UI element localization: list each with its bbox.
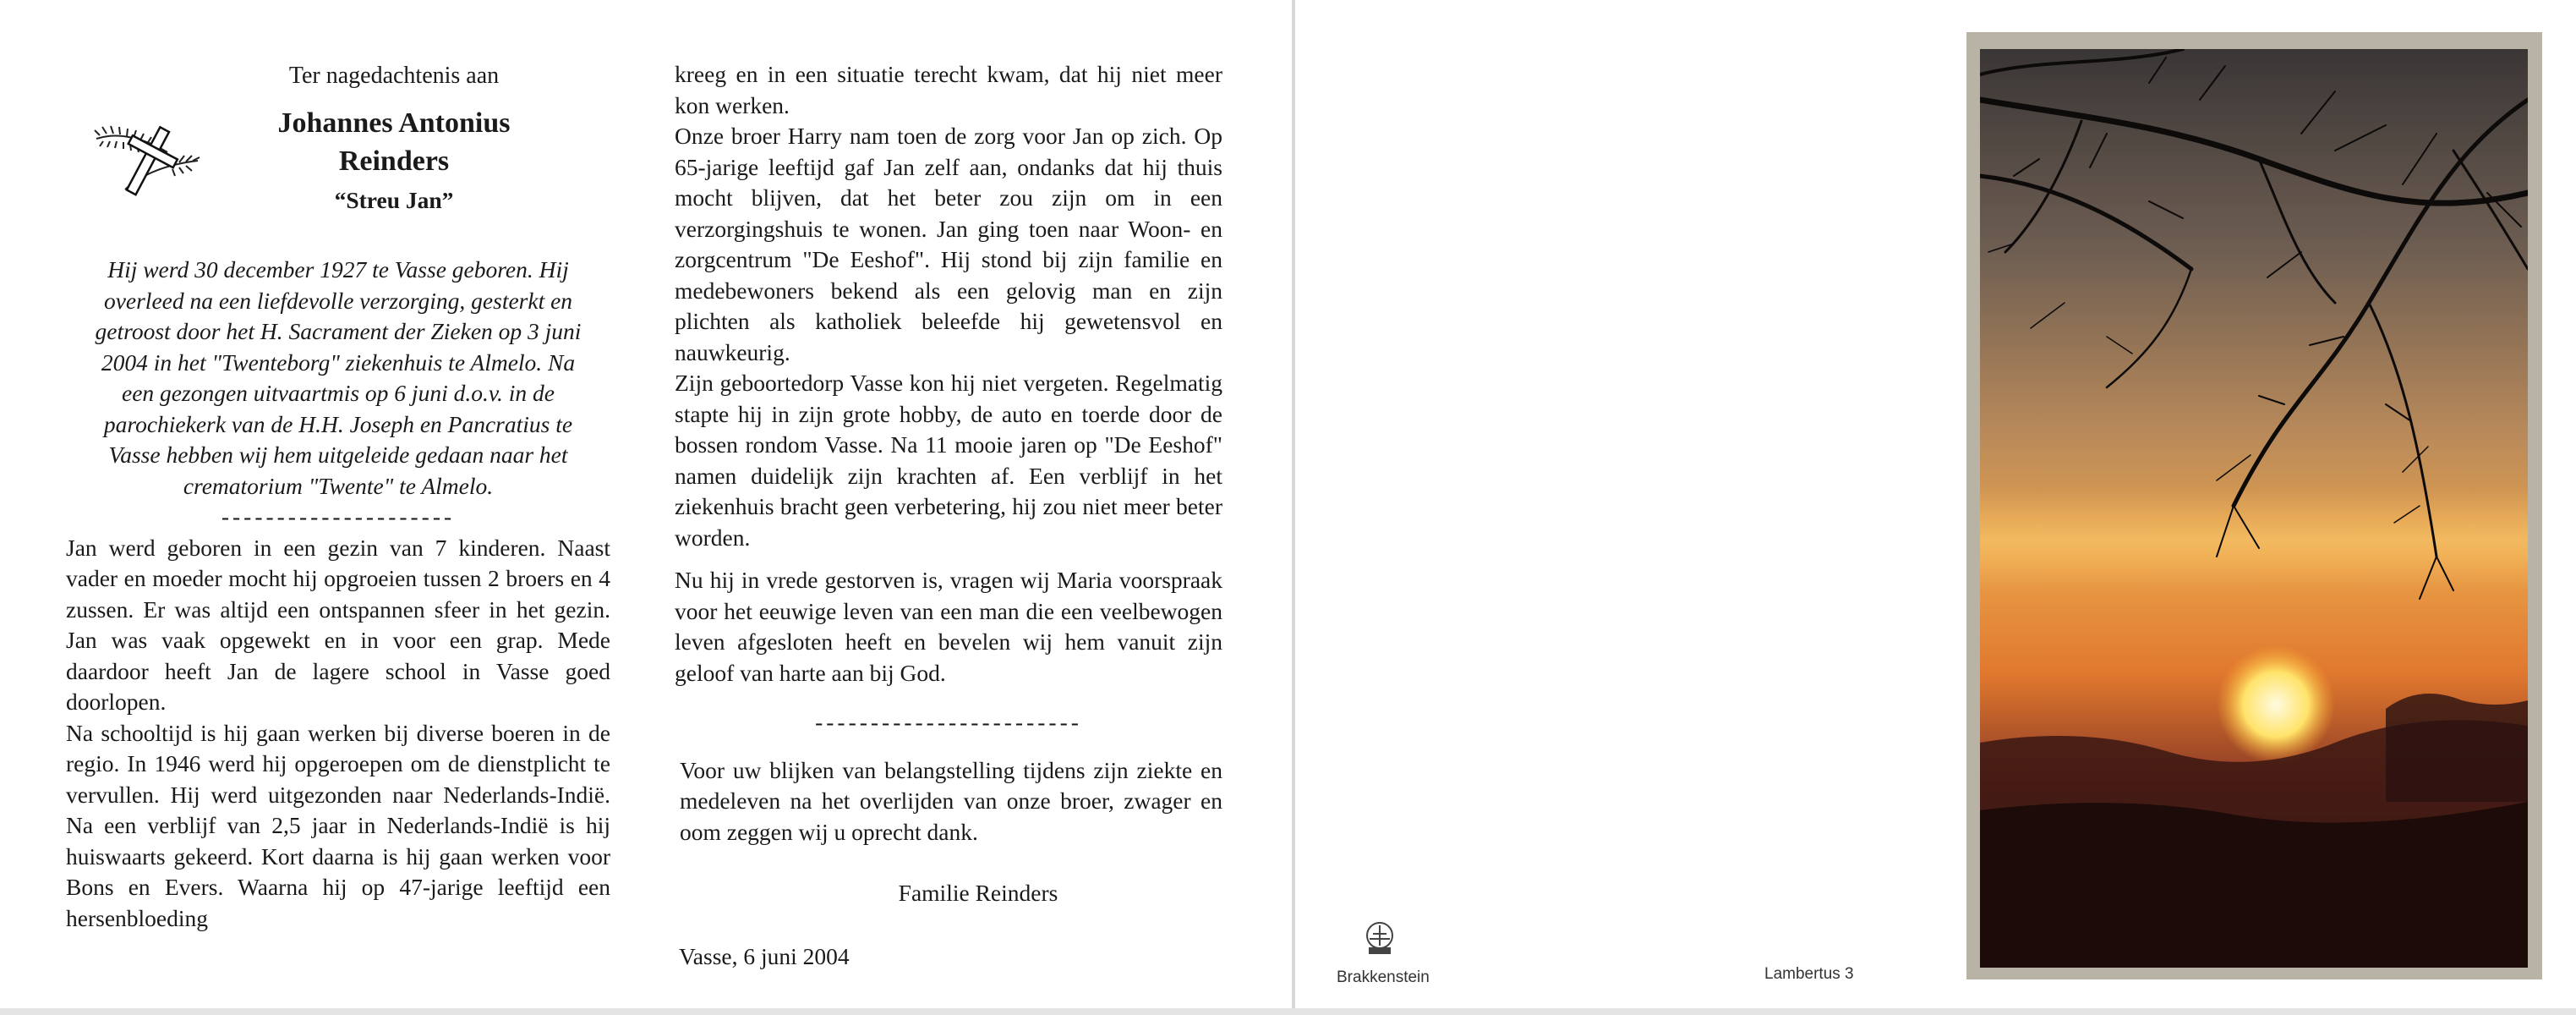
signature: Familie Reinders	[898, 880, 1058, 906]
separator-dashes: ---------------------	[221, 503, 456, 529]
paragraph-family: Jan werd geboren in een gezin van 7 kinderen. Naast vader en moeder mocht hij opgroeien tussen 2 broers en 4 zussen. Er was altijd een ontspannen sfeer in het gezin. Jan was vaak opgewekt en in voor een grap. Mede daardoor heeft Jan de lagere school in Vasse goed doorlopen.	[66, 534, 610, 715]
paragraph-thanks: Voor uw blijken van belangstelling tijdens zijn ziekte en medeleven na het overlijden van onze broer, zwager en oom zeggen wij u oprecht dank.	[680, 756, 1222, 845]
biography-intro: Hij werd 30 december 1927 te Vasse geboren. Hij overleed na een liefdevolle verzorging, gesterkt en getroost door het H. Sacrament der Zieken op 3 juni 2004 in het "Twenteborg" ziekenhuis te Almelo. Na een gezongen uitvaartmis op 6 juni d.o.v. in de parochiekerk van de H.H. Joseph en Pancratius te Vasse hebben wij hem uitgeleide gedaan naar het crematorium "Twente" te Almelo.	[95, 256, 582, 499]
brakkenstein-logo-icon	[1361, 919, 1398, 964]
paragraph-prayer: Nu hij in vrede gestorven is, vragen wij Maria voorspraak voor het eeuwige leven van een man die een veelbewogen leven afgesloten heeft en bevelen wij hem vanuit zijn geloof van harte aan bij God.	[675, 567, 1222, 686]
card-code: Lambertus 3	[1764, 965, 1854, 983]
deceased-name-line1: Johannes Antonius	[277, 107, 511, 139]
paragraph-illness: kreeg en in een situatie terecht kwam, dat hij niet meer kon werken.	[675, 61, 1222, 118]
right-text-column	[675, 59, 1222, 972]
cross-with-palm-icon	[91, 113, 203, 205]
intro-line: Ter nagedachtenis aan	[288, 63, 500, 89]
bottom-edge-shadow	[0, 1008, 2576, 1015]
paragraph-care: Onze broer Harry nam toen de zorg voor Jan op zich. Op 65-jarige leeftijd gaf Jan zelf aan, ondanks dat hij thuis mocht blijven, dat het beter zou zijn om in een verzorgingshuis te wonen. Jan ging toen naar Woon- en zorgcentrum "De Eeshof". Hij stond bij zijn familie en medebewoners bekend als een gelovig man en zijn plichten als katholiek beleefde hij gewetensvol en nauwkeurig.	[675, 123, 1222, 365]
paragraph-village: Zijn geboortedorp Vasse kon hij niet vergeten. Regelmatig stapte hij in zijn grote hobby, de auto en toerde door de bossen rondom Vasse. Na 11 mooie jaren op "De Eeshof" namen duidelijk zijn krachten af. Een verblijf in het ziekenhuis bracht geen verbetering, hij zou niet meer beter worden.	[675, 370, 1222, 551]
publisher-name: Brakkenstein	[1337, 968, 1430, 986]
place-and-date: Vasse, 6 juni 2004	[679, 942, 850, 969]
header-block	[66, 61, 610, 216]
nickname: “Streu Jan”	[334, 186, 454, 213]
paragraph-work: Na schooltijd is hij gaan werken bij diverse boeren in de regio. In 1946 werd hij opgeroepen om de dienstplicht te vervullen. Hij werd uitgezonden naar Nederlands-Indië. Na een verblijf van 2,5 jaar in Nederlands-Indië is hij huiswaarts gekeerd. Kort daarna is hij gaan werken voor Bons en Evers. Waarna hij op 47-jarige leeftijd een hersenbloeding	[66, 719, 610, 931]
separator-dashes-2: ------------------------	[815, 709, 1082, 735]
left-text-column	[66, 61, 610, 934]
sunset-photo	[1980, 49, 2528, 968]
deceased-name-line2: Reinders	[338, 145, 450, 177]
